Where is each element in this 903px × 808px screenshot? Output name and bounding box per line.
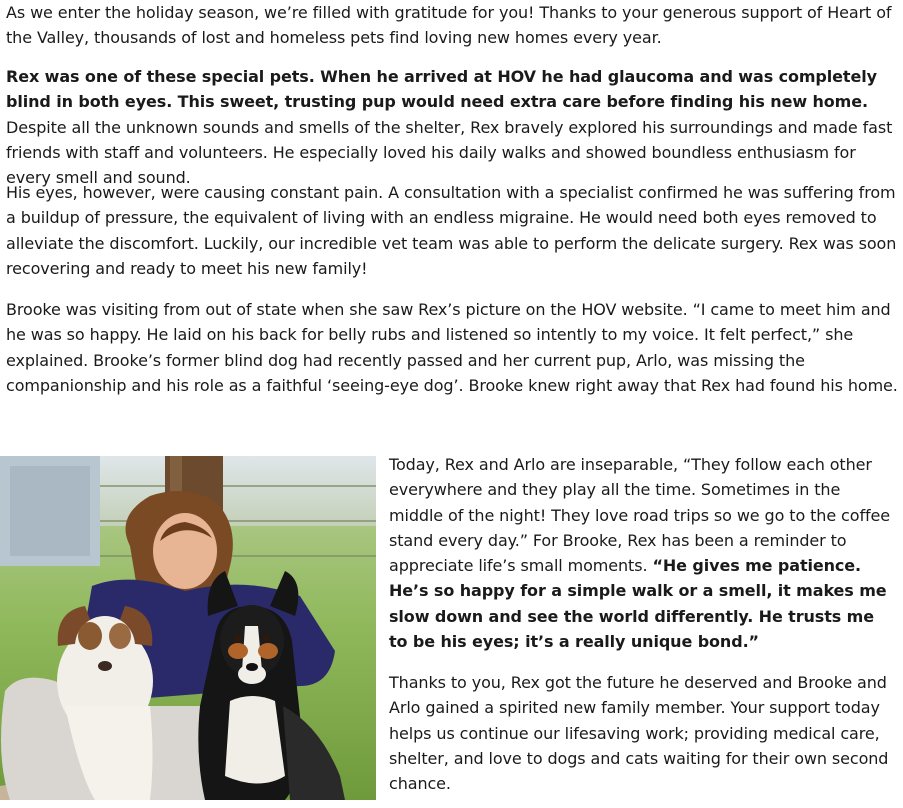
rex-story-bold: Rex was one of these special pets. When he arrived at HOV he had glaucoma and was completely blind in both eyes. This sweet, trusting pup would need extra care before finding his new home. — [6, 67, 877, 112]
brooke-quote: “He gives me patience. He’s so happy for a simple walk or a smell, it makes me slow down and see the world differently. He trusts me to be his eyes; it’s a really unique bond.” — [389, 556, 887, 652]
brooke-and-dogs-photo — [0, 456, 376, 800]
surgery-paragraph — [6, 180, 898, 281]
intro-paragraph — [6, 0, 898, 51]
today-paragraph — [389, 452, 893, 654]
today-text: Today, Rex and Arlo are inseparable, “They follow each other everywhere and they play all the time. Sometimes in the middle of the night! They love road trips so we go to the coffee stand every day.” For Brooke, Rex has been a reminder to appreciate life’s small moments. — [389, 455, 890, 576]
intro-text: As we enter the holiday season, we’re filled with gratitude for you! Thanks to your generous support of Heart of the Valley, thousands of lost and homeless pets find loving new homes every year. — [6, 3, 892, 48]
thanks-paragraph — [389, 670, 893, 796]
adoption-paragraph — [6, 297, 898, 398]
rex-story-text: Despite all the unknown sounds and smells of the shelter, Rex bravely explored his surroundings and made fast friends with staff and volunteers. He especially loved his daily walks and showed boundless enthusiasm for every smell and sound. — [6, 117, 893, 188]
rex-story-paragraph — [6, 64, 898, 190]
thanks-text: Thanks to you, Rex got the future he deserved and Brooke and Arlo gained a spirited new family member. Your support today helps us continue our lifesaving work; providing medical care, shelter, and love to dogs and cats waiting for their own second chance. — [389, 673, 889, 794]
surgery-text: His eyes, however, were causing constant pain. A consultation with a specialist confirmed he was suffering from a buildup of pressure, the equivalent of living with an endless migraine. He would need both eyes removed to alleviate the discomfort. Luckily, our incredible vet team was able to perform the delicate surgery. Rex was soon recovering and ready to meet his new family! — [6, 183, 897, 278]
adoption-text: Brooke was visiting from out of state when she saw Rex’s picture on the HOV website. “I came to meet him and he was so happy. He laid on his back for belly rubs and listened so intently to my voice. It felt perfect,” she explained. Brooke’s former blind dog had recently passed and her current pup, Arlo, was missing the companionship and his role as a faithful ‘seeing-eye dog’. Brooke knew right away that Rex had found his home. — [6, 300, 898, 395]
